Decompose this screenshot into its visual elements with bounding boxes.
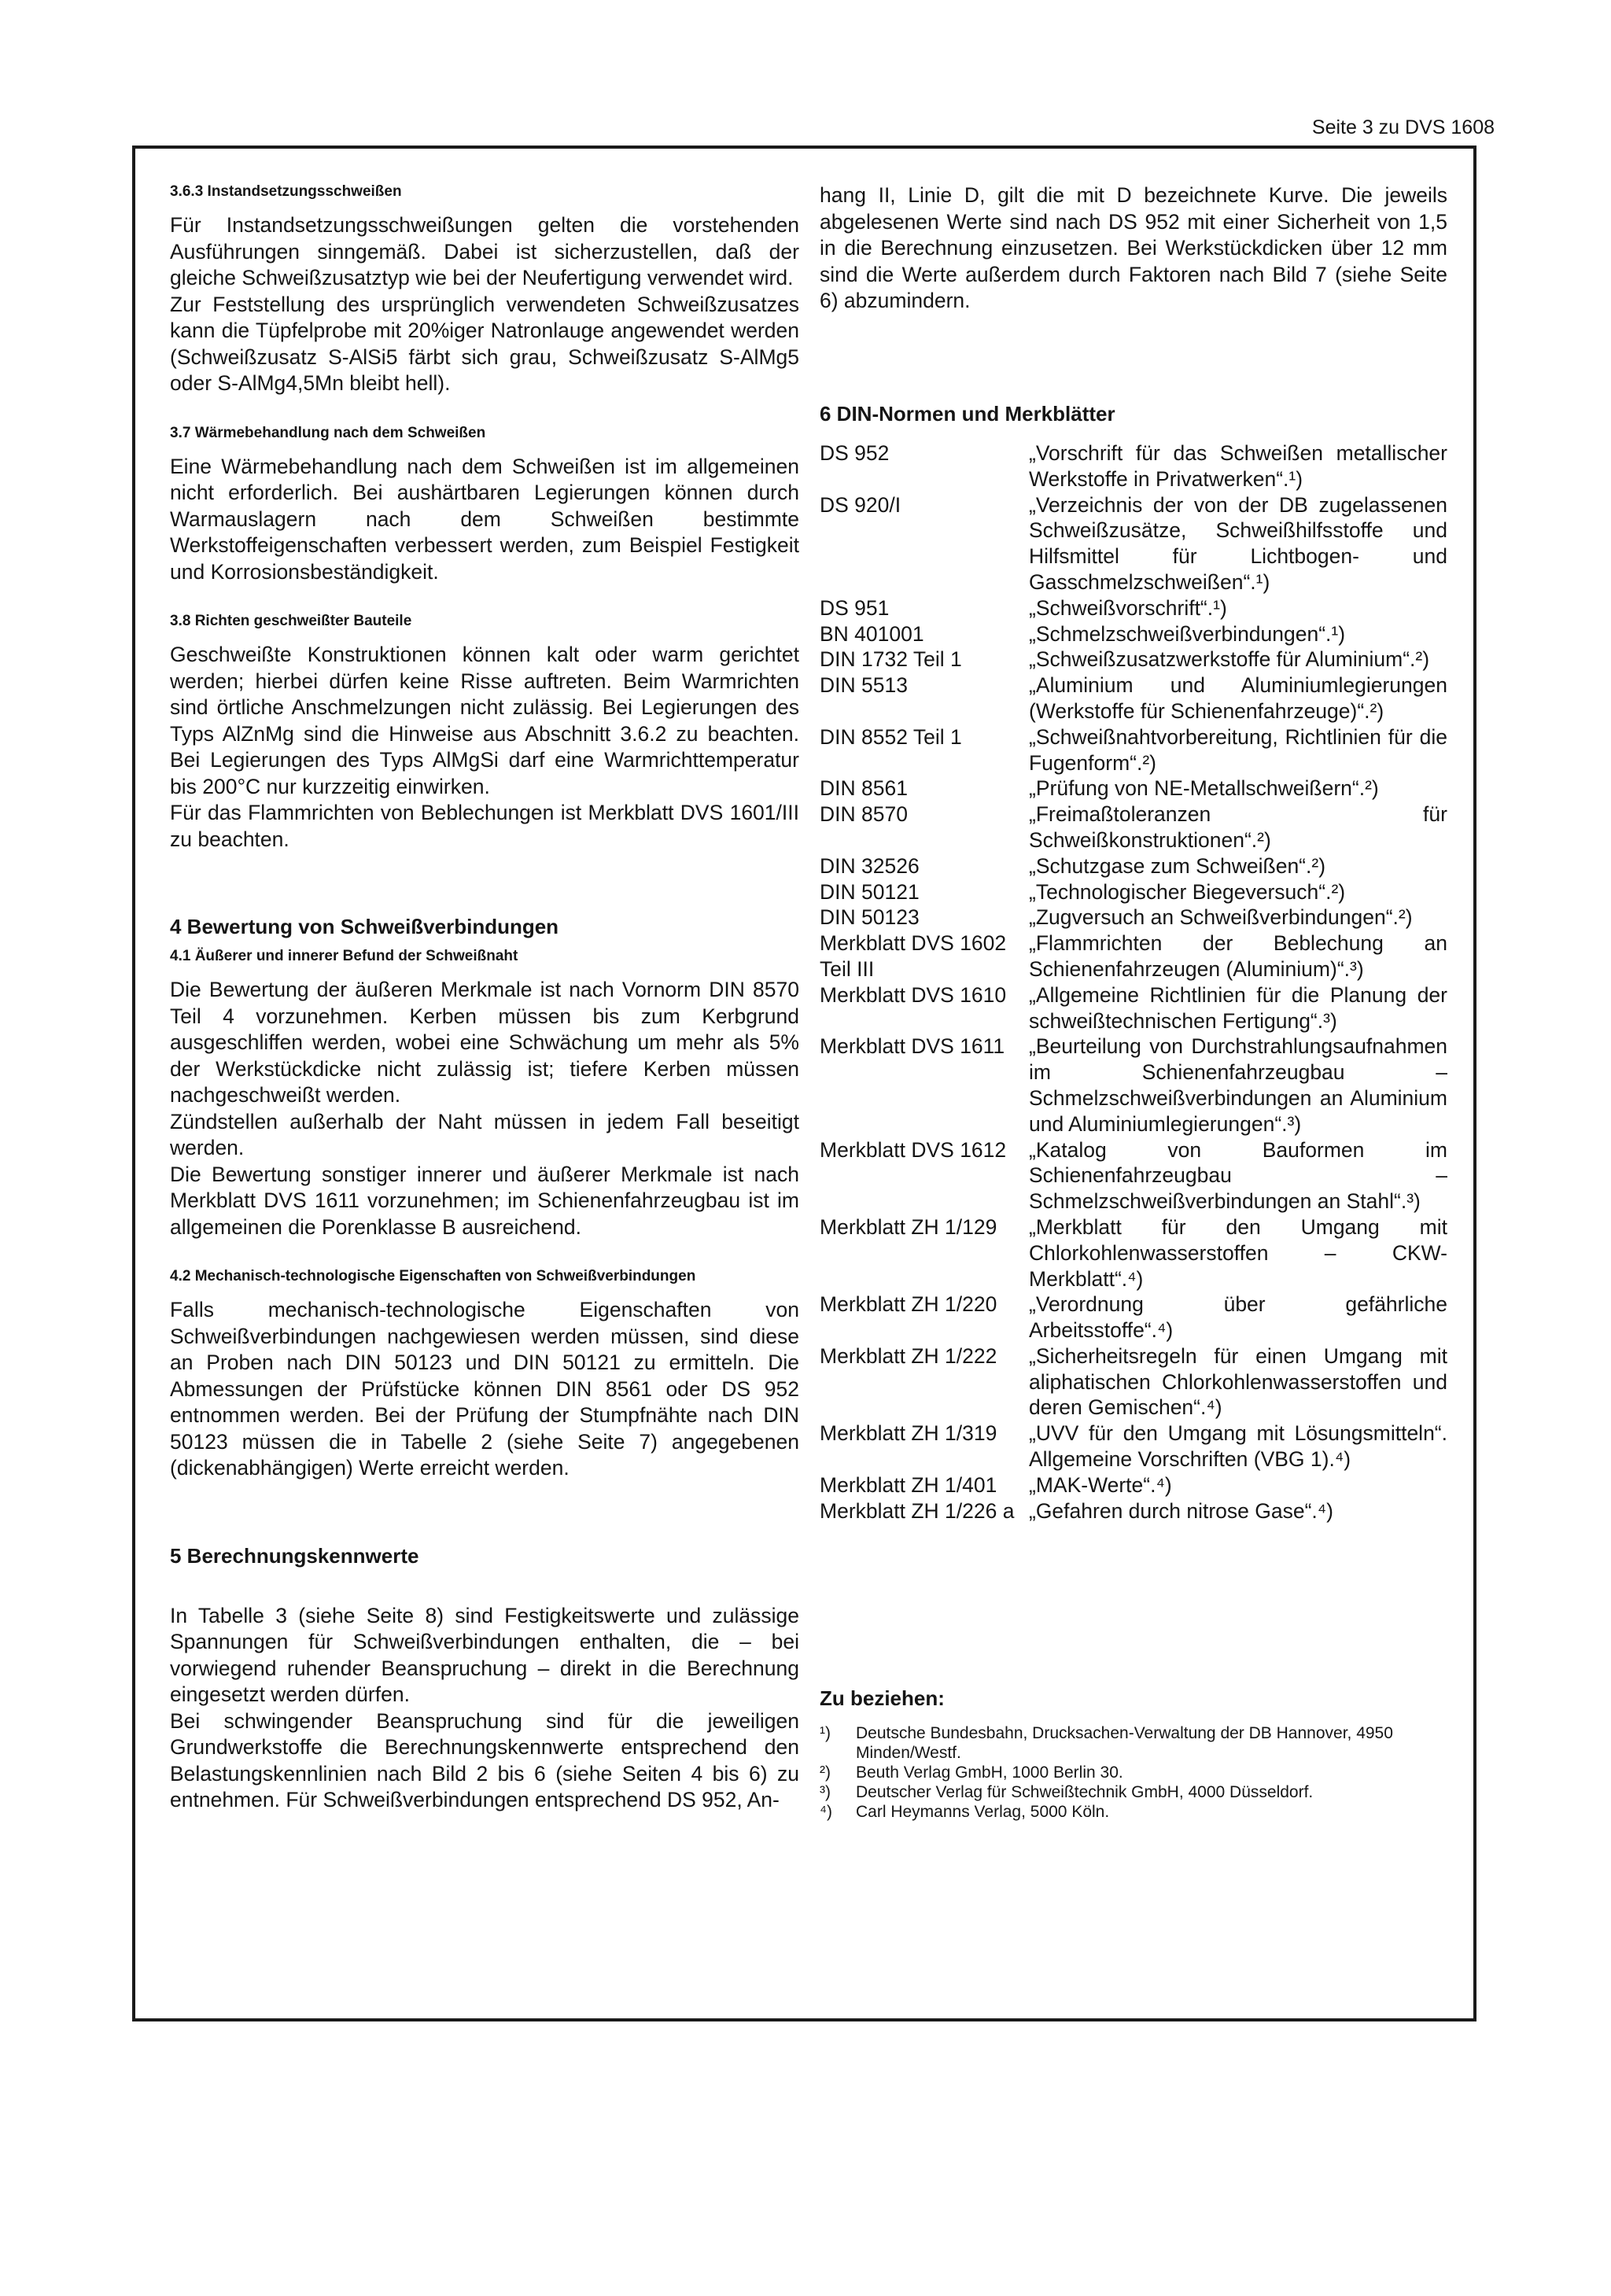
footnote-mark: ¹) bbox=[820, 1724, 831, 1742]
norm-description: „Sicherheitsregeln für einen Umgang mit aliphatischen Chlorkohlenwasserstoffen und deren Gemischen“.⁴) bbox=[1029, 1343, 1447, 1420]
norm-row bbox=[820, 853, 1447, 879]
section-6-heading: 6 DIN-Normen und Merkblätter bbox=[820, 402, 1115, 426]
norm-description: „Verordnung über gefährliche Arbeitsstoffe“.⁴) bbox=[1029, 1292, 1447, 1343]
section-4-2-heading: 4.2 Mechanisch-technologische Eigenschaften von Schweißverbindungen bbox=[170, 1268, 696, 1284]
section-3-8-heading: 3.8 Richten geschweißter Bauteile bbox=[170, 613, 412, 629]
norm-description: „Verzeichnis der von der DB zugelassenen Schweißzusätze, Schweißhilfsstoffe und Hilfsmittel für Lichtbogen- und Gasschmelzschweißen“.¹) bbox=[1029, 492, 1447, 594]
norm-description: „Allgemeine Richtlinien für die Planung der schweißtechnischen Fertigung“.³) bbox=[1029, 982, 1447, 1033]
section-6 bbox=[820, 401, 1447, 1524]
norm-code: BN 401001 bbox=[820, 621, 924, 646]
section-5-heading: 5 Berechnungskennwerte bbox=[170, 1543, 419, 1568]
footnote-mark: ²) bbox=[820, 1763, 831, 1782]
norm-row bbox=[820, 621, 1447, 647]
norm-code: DIN 1732 Teil 1 bbox=[820, 647, 962, 672]
norm-row bbox=[820, 931, 1447, 982]
norm-row bbox=[820, 1421, 1447, 1472]
section-3-8-paragraph-2: Für das Flammrichten von Beblechungen ist Merkblatt DVS 1601/III zu beachten. bbox=[170, 801, 799, 851]
norm-description: „Freimaßtoleranzen für Schweißkonstruktionen“.²) bbox=[1029, 802, 1447, 852]
section-4-1-paragraph-3: Die Bewertung sonstiger innerer und äußerer Merkmale ist nach Merkblatt DVS 1611 vorzunehmen; im Schienenfahrzeugbau ist im allgemeinen die Porenklasse B ausreichend. bbox=[170, 1162, 799, 1239]
section-3-7-heading: 3.7 Wärmebehandlung nach dem Schweißen bbox=[170, 424, 486, 441]
section-4-1-paragraph-2: Zündstellen außerhalb der Naht müssen in jedem Fall beseitigt werden. bbox=[170, 1109, 799, 1159]
section-4-2-paragraph: Falls mechanisch-technologische Eigenschaften von Schweißverbindungen nachgewiesen werden müssen, sind diese an Proben nach DIN 50123 und DIN 50121 zu ermitteln. Die Abmessungen der Prüfstücke können DIN 8561 oder DS 952 entnommen werden. Bei der Prüfung der Stumpfnähte nach DIN 50123 müssen die in Tabelle 2 (siehe Seite 7) angegebenen (dickenabhängigen) Werte erreicht werden. bbox=[170, 1298, 799, 1480]
section-5-paragraph-2: Bei schwingender Beanspruchung sind für die jeweiligen Grundwerkstoffe die Berechnungskennwerte entsprechend den Belastungskennlinien nach Bild 2 bis 6 (siehe Seiten 4 bis 6) zu entnehmen. Für Schweißverbindungen entsprechend DS 952, An- bbox=[170, 1708, 799, 1811]
section-3-7-paragraph: Eine Wärmebehandlung nach dem Schweißen ist im allgemeinen nicht erforderlich. Bei aushärtbaren Legierungen können durch Warmauslagern nach dem Schweißen bestimmte Werkstoffeigenschaften verbessert werden, zum Beispiel Festigkeit und Korrosionsbeständigkeit. bbox=[170, 454, 799, 584]
norm-row bbox=[820, 647, 1447, 673]
norm-code: DS 920/I bbox=[820, 492, 901, 517]
norm-code: Merkblatt DVS 1611 bbox=[820, 1034, 1005, 1059]
norm-code: DIN 8552 Teil 1 bbox=[820, 724, 962, 749]
norm-row bbox=[820, 802, 1447, 853]
norm-row bbox=[820, 1214, 1447, 1292]
norm-code: Merkblatt DVS 1602 Teil III bbox=[820, 931, 1007, 981]
norm-row bbox=[820, 1034, 1447, 1137]
source-text: Deutsche Bundesbahn, Drucksachen-Verwaltung der DB Hannover, 4950 Minden/Westf. bbox=[856, 1724, 1393, 1762]
norm-code: DIN 5513 bbox=[820, 673, 908, 698]
norm-row bbox=[820, 1343, 1447, 1421]
source-text: Deutscher Verlag für Schweißtechnik GmbH, 4000 Düsseldorf. bbox=[856, 1783, 1314, 1801]
norm-code: DIN 8570 bbox=[820, 802, 908, 827]
norm-row bbox=[820, 982, 1447, 1034]
right-column bbox=[820, 182, 1447, 315]
norm-description: „Schutzgase zum Schweißen“.²) bbox=[1029, 853, 1326, 878]
norm-description: „Aluminium und Aluminiumlegierungen (Werkstoffe für Schienenfahrzeuge)“.²) bbox=[1029, 673, 1447, 723]
norm-description: „Schweißzusatzwerkstoffe für Aluminium“.²) bbox=[1029, 647, 1430, 672]
norm-code: Merkblatt ZH 1/220 bbox=[820, 1292, 997, 1317]
norm-code: Merkblatt DVS 1610 bbox=[820, 982, 1007, 1007]
footnote-mark: ⁴) bbox=[820, 1803, 833, 1821]
norm-description: „Vorschrift für das Schweißen metallischer Werkstoffe in Privatwerken“.¹) bbox=[1029, 441, 1447, 491]
norm-description: „Prüfung von NE-Metallschweißern“.²) bbox=[1029, 776, 1379, 801]
sources-heading: Zu beziehen: bbox=[820, 1686, 945, 1710]
norm-description: „Beurteilung von Durchstrahlungsaufnahmen im Schienenfahrzeugbau – Schmelzschweißverbindungen an Aluminium und Aluminiumlegierungen“.³) bbox=[1029, 1034, 1447, 1136]
norm-description: „Zugversuch an Schweißverbindungen“.²) bbox=[1029, 905, 1413, 930]
norm-code: DS 952 bbox=[820, 441, 890, 465]
norm-row bbox=[820, 492, 1447, 595]
norm-code: DIN 32526 bbox=[820, 853, 920, 878]
norm-code: DIN 50121 bbox=[820, 879, 920, 904]
norm-row bbox=[820, 776, 1447, 802]
norm-row bbox=[820, 1137, 1447, 1214]
norm-description: „Katalog von Bauformen im Schienenfahrzeugbau – Schmelzschweißverbindungen an Stahl“.³) bbox=[1029, 1137, 1447, 1214]
norm-row bbox=[820, 879, 1447, 905]
section-3-8-paragraph-1: Geschweißte Konstruktionen können kalt oder warm gerichtet werden; hierbei dürfen keine Risse auftreten. Beim Warmrichten sind örtliche Anschmelzungen nicht zulässig. Bei Legierungen des Typs AlZnMg sind die Hinweise aus Abschnitt 3.6.2 zu beachten. Bei Legierungen des Typs AlMgSi darf eine Warmrichttemperatur bis 200°C nur kurzzeitig einwirken. bbox=[170, 643, 799, 798]
norm-row bbox=[820, 673, 1447, 724]
source-text: Beuth Verlag GmbH, 1000 Berlin 30. bbox=[856, 1763, 1123, 1782]
section-5-paragraph-1: In Tabelle 3 (siehe Seite 8) sind Festigkeitswerte und zulässige Spannungen für Schweißverbindungen enthalten, die – bei vorwiegend ruhender Beanspruchung – direkt in die Berechnung eingesetzt werden dürfen. bbox=[170, 1603, 799, 1706]
sources-block bbox=[820, 1686, 1449, 1822]
source-item bbox=[820, 1763, 1449, 1782]
norm-description: „Schmelzschweißverbindungen“.¹) bbox=[1029, 621, 1346, 646]
norm-description: „Gefahren durch nitrose Gase“.⁴) bbox=[1029, 1498, 1333, 1523]
norm-row bbox=[820, 595, 1447, 621]
norm-description: „Technologischer Biegeversuch“.²) bbox=[1029, 879, 1346, 904]
source-item bbox=[820, 1782, 1449, 1802]
footnote-mark: ³) bbox=[820, 1783, 831, 1801]
source-item bbox=[820, 1802, 1449, 1822]
section-3-6-3-heading: 3.6.3 Instandsetzungsschweißen bbox=[170, 183, 402, 200]
norm-description: „MAK-Werte“.⁴) bbox=[1029, 1472, 1172, 1497]
norm-code: DS 951 bbox=[820, 595, 890, 620]
norm-row bbox=[820, 1472, 1447, 1498]
norm-code: Merkblatt DVS 1612 bbox=[820, 1137, 1007, 1162]
norm-code: Merkblatt ZH 1/129 bbox=[820, 1214, 997, 1239]
norm-code: Merkblatt ZH 1/319 bbox=[820, 1421, 997, 1446]
norm-code: Merkblatt ZH 1/226 a bbox=[820, 1498, 1015, 1523]
norms-list bbox=[820, 440, 1447, 1524]
norm-code: Merkblatt ZH 1/401 bbox=[820, 1472, 997, 1497]
norm-row bbox=[820, 1292, 1447, 1343]
section-4-1-paragraph-1: Die Bewertung der äußeren Merkmale ist nach Vornorm DIN 8570 Teil 4 vorzunehmen. Kerben müssen bis zum Kerbgrund ausgeschliffen werden, wobei eine Schwächung um mehr als 5% der Werkstückdicke nicht zulässig ist; tiefere Kerben müssen nachgeschweißt werden. bbox=[170, 978, 799, 1107]
norm-row bbox=[820, 724, 1447, 776]
norm-code: DIN 50123 bbox=[820, 905, 920, 930]
source-text: Carl Heymanns Verlag, 5000 Köln. bbox=[856, 1803, 1110, 1821]
page-number-header: Seite 3 zu DVS 1608 bbox=[1311, 116, 1495, 138]
section-3-6-3-paragraph-2: Zur Feststellung des ursprünglich verwendeten Schweißzusatzes kann die Tüpfelprobe mit 20%iger Natronlauge angewendet werden (Schweißzusatz S-AlSi5 färbt sich grau, Schweißzusatz S-AlMg5 oder S-AlMg4,5Mn bleibt hell). bbox=[170, 292, 799, 395]
section-3-6-3-paragraph-1: Für Instandsetzungsschweißungen gelten die vorstehenden Ausführungen sinngemäß. Dabei ist sicherzustellen, daß der gleiche Schweißzusatztyp wie bei der Neufertigung verwendet wird. bbox=[170, 213, 799, 289]
norm-row bbox=[820, 1498, 1447, 1524]
norm-description: „UVV für den Umgang mit Lösungsmitteln“. Allgemeine Vorschriften (VBG 1).⁴) bbox=[1029, 1421, 1447, 1472]
section-4-heading: 4 Bewertung von Schweißverbindungen bbox=[170, 915, 559, 938]
left-column bbox=[170, 182, 799, 1814]
section-5-continuation: hang II, Linie D, gilt die mit D bezeichnete Kurve. Die jeweils abgelesenen Werte sind nach DS 952 mit einer Sicherheit von 1,5 in die Berechnung einzusetzen. Bei Werkstückdicken über 12 mm sind die Werte außerdem durch Faktoren nach Bild 7 (siehe Seite 6) abzumindern. bbox=[820, 183, 1447, 312]
norm-description: „Schweißvorschrift“.¹) bbox=[1029, 595, 1227, 620]
norm-description: „Merkblatt für den Umgang mit Chlorkohlenwasserstoffen – CKW-Merkblatt“.⁴) bbox=[1029, 1214, 1447, 1291]
norm-code: DIN 8561 bbox=[820, 776, 908, 801]
norm-description: „Schweißnahtvorbereitung, Richtlinien für die Fugenform“.²) bbox=[1029, 724, 1447, 775]
section-4-1-heading: 4.1 Äußerer und innerer Befund der Schweißnaht bbox=[170, 948, 518, 964]
source-item bbox=[820, 1723, 1449, 1763]
norm-description: „Flammrichten der Beblechung an Schienenfahrzeugen (Aluminium)“.³) bbox=[1029, 931, 1447, 981]
norm-row bbox=[820, 440, 1447, 492]
norm-row bbox=[820, 905, 1447, 931]
norm-code: Merkblatt ZH 1/222 bbox=[820, 1343, 997, 1368]
